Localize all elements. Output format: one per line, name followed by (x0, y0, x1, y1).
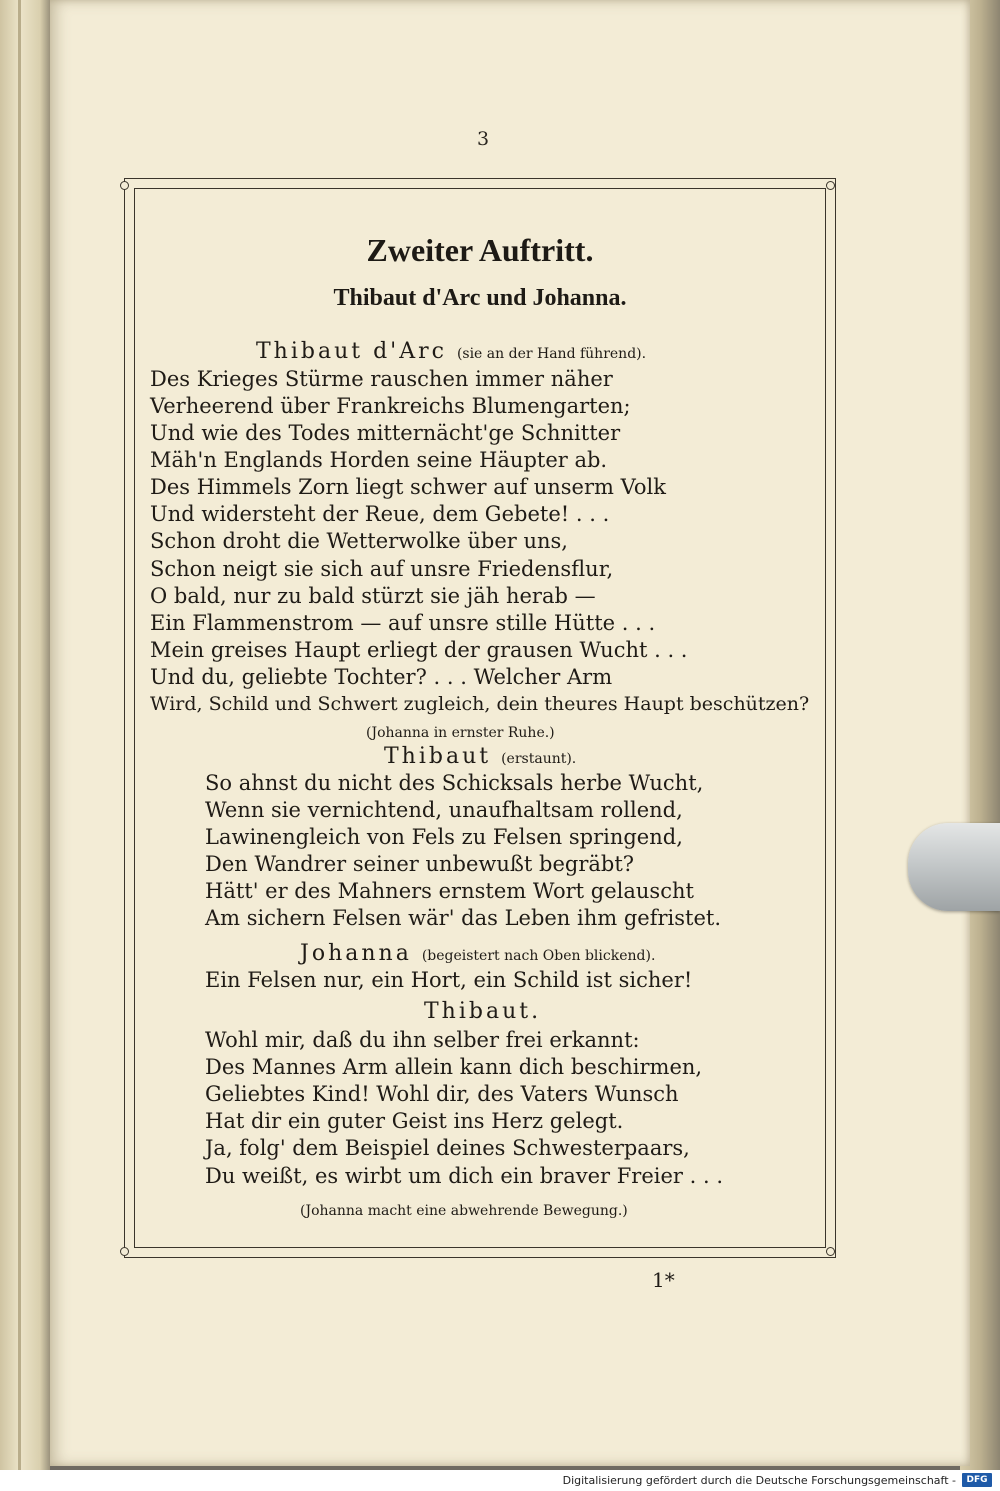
stage-direction: (sie an der Hand führend). (456, 346, 647, 362)
verse-line: Verheerend über Frankreichs Blumengarten; (150, 394, 631, 418)
speaker-line (424, 998, 541, 1025)
speaker-line (300, 940, 655, 970)
verse-line: Ein Flammenstrom — auf unsre stille Hütte . . . (150, 611, 656, 635)
verse-line: Wird, Schild und Schwert zugleich, dein theures Haupt beschützen? (150, 693, 810, 715)
speaker-name: Thibaut (384, 744, 492, 769)
verse-line: Wenn sie vernichtend, unaufhaltsam rollend, (205, 798, 683, 822)
page-clip (908, 823, 1000, 911)
previous-page-edge (0, 0, 50, 1470)
frame-corner-ornament (826, 1247, 835, 1256)
frame-corner-ornament (120, 181, 129, 190)
verse-line: Und wie des Todes mitternächt'ge Schnitter (150, 421, 621, 445)
speaker-name: Thibaut. (424, 999, 542, 1024)
verse-line: Schon droht die Wetterwolke über uns, (150, 529, 568, 553)
stage-direction: (Johanna macht eine abwehrende Bewegung.) (300, 1203, 628, 1219)
verse-line: Des Himmels Zorn liegt schwer auf unserm Volk (150, 475, 666, 499)
verse-line: Am sichern Felsen wär' das Leben ihm gefristet. (205, 906, 721, 930)
verse-line: So ahnst du nicht des Schicksals herbe Wucht, (205, 771, 704, 795)
verse-line: Hat dir ein guter Geist ins Herz gelegt. (205, 1109, 624, 1133)
binding-edge (18, 0, 21, 1470)
speaker-line (384, 743, 576, 773)
frame-corner-ornament (120, 1247, 129, 1256)
verse-line: Wohl mir, daß du ihn selber frei erkannt: (205, 1028, 640, 1052)
scene-cast: Thibaut d'Arc und Johanna. (333, 285, 627, 311)
verse-line: Des Krieges Stürme rauschen immer näher (150, 367, 613, 391)
verse-line: Du weißt, es wirbt um dich ein braver Freier . . . (205, 1164, 723, 1188)
stage-direction: (erstaunt). (501, 751, 577, 767)
stage-direction: (begeistert nach Oben blickend). (421, 948, 656, 964)
frame-corner-ornament (826, 181, 835, 190)
verse-line: Ja, folg' dem Beispiel deines Schwesterpaars, (205, 1136, 690, 1160)
verse-line: Mäh'n Englands Horden seine Häupter ab. (150, 448, 608, 472)
verse-line: Und du, geliebte Tochter? . . . Welcher Arm (150, 665, 613, 689)
verse-line: Schon neigt sie sich auf unsre Friedensflur, (150, 557, 614, 581)
speaker-name: Johanna (300, 941, 412, 966)
dfg-logo: DFG (962, 1473, 992, 1487)
verse-line: O bald, nur zu bald stürzt sie jäh herab — (150, 584, 596, 608)
verse-line: Den Wandrer seiner unbewußt begräbt? (205, 852, 635, 876)
footer-bar (0, 1470, 1000, 1491)
scene-title: Zweiter Auftritt. (366, 232, 594, 268)
page-number: 3 (476, 128, 490, 150)
stage-direction: (Johanna in ernster Ruhe.) (366, 725, 555, 741)
verse-line: Lawinengleich von Fels zu Felsen springend, (205, 825, 683, 849)
footer-text: Digitalisierung gefördert durch die Deutsche Forschungsgemeinschaft - (562, 1474, 956, 1487)
verse-line: Ein Felsen nur, ein Hort, ein Schild ist sicher! (205, 968, 693, 992)
speaker-name: Thibaut d'Arc (256, 339, 447, 364)
verse-line: Hätt' er des Mahners ernstem Wort gelauscht (205, 879, 694, 903)
speaker-line (256, 338, 646, 368)
verse-line: Mein greises Haupt erliegt der grausen Wucht . . . (150, 638, 688, 662)
signature-mark: 1* (652, 1268, 675, 1292)
verse-line: Und widersteht der Reue, dem Gebete! . . . (150, 502, 610, 526)
verse-line: Des Mannes Arm allein kann dich beschirmen, (205, 1055, 703, 1079)
verse-line: Geliebtes Kind! Wohl dir, des Vaters Wunsch (205, 1082, 679, 1106)
